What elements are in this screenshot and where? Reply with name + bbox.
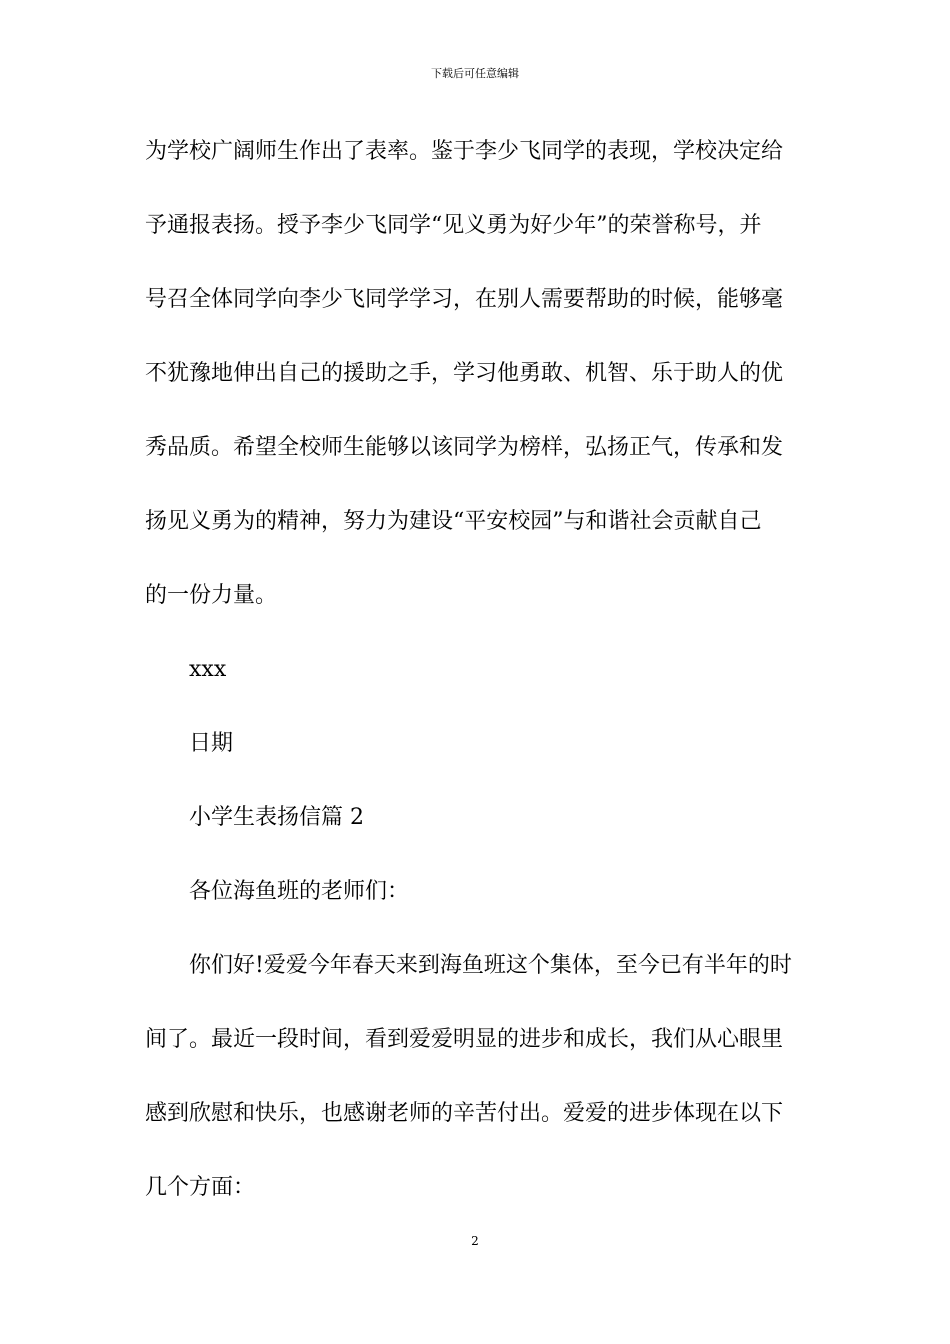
section-title: 小学生表扬信篇 2 (189, 805, 364, 830)
page-header: 下载后可任意编辑 (431, 67, 519, 80)
paragraph-line: 秀品质。希望全校师生能够以该同学为榜样，弘扬正气，传承和发 (145, 435, 784, 460)
paragraph-line: 扬见义勇为的精神，努力为建设“平安校园”与和谐社会贡献自己 (145, 509, 762, 534)
salutation: 各位海鱼班的老师们： (189, 879, 410, 904)
paragraph-line: 几个方面： (145, 1175, 256, 1200)
signature-name: xxx (189, 657, 227, 682)
paragraph-line: 予通报表扬。授予李少飞同学“见义勇为好少年”的荣誉称号，并 (145, 213, 762, 238)
paragraph-line: 感到欣慰和快乐，也感谢老师的辛苦付出。爱爱的进步体现在以下 (145, 1101, 784, 1126)
paragraph-line: 你们好!爱爱今年春天来到海鱼班这个集体，至今已有半年的时 (189, 953, 792, 978)
paragraph-line: 为学校广阔师生作出了表率。鉴于李少飞同学的表现，学校决定给 (145, 139, 784, 164)
paragraph-line: 号召全体同学向李少飞同学学习，在别人需要帮助的时候，能够毫 (145, 287, 784, 312)
paragraph-line: 的一份力量。 (145, 583, 278, 608)
signature-date: 日期 (189, 731, 234, 756)
paragraph-line: 间了。最近一段时间，看到爱爱明显的进步和成长，我们从心眼里 (145, 1027, 784, 1052)
paragraph-line: 不犹豫地伸出自己的援助之手，学习他勇敢、机智、乐于助人的优 (145, 361, 784, 386)
page-number: 2 (471, 1234, 479, 1248)
